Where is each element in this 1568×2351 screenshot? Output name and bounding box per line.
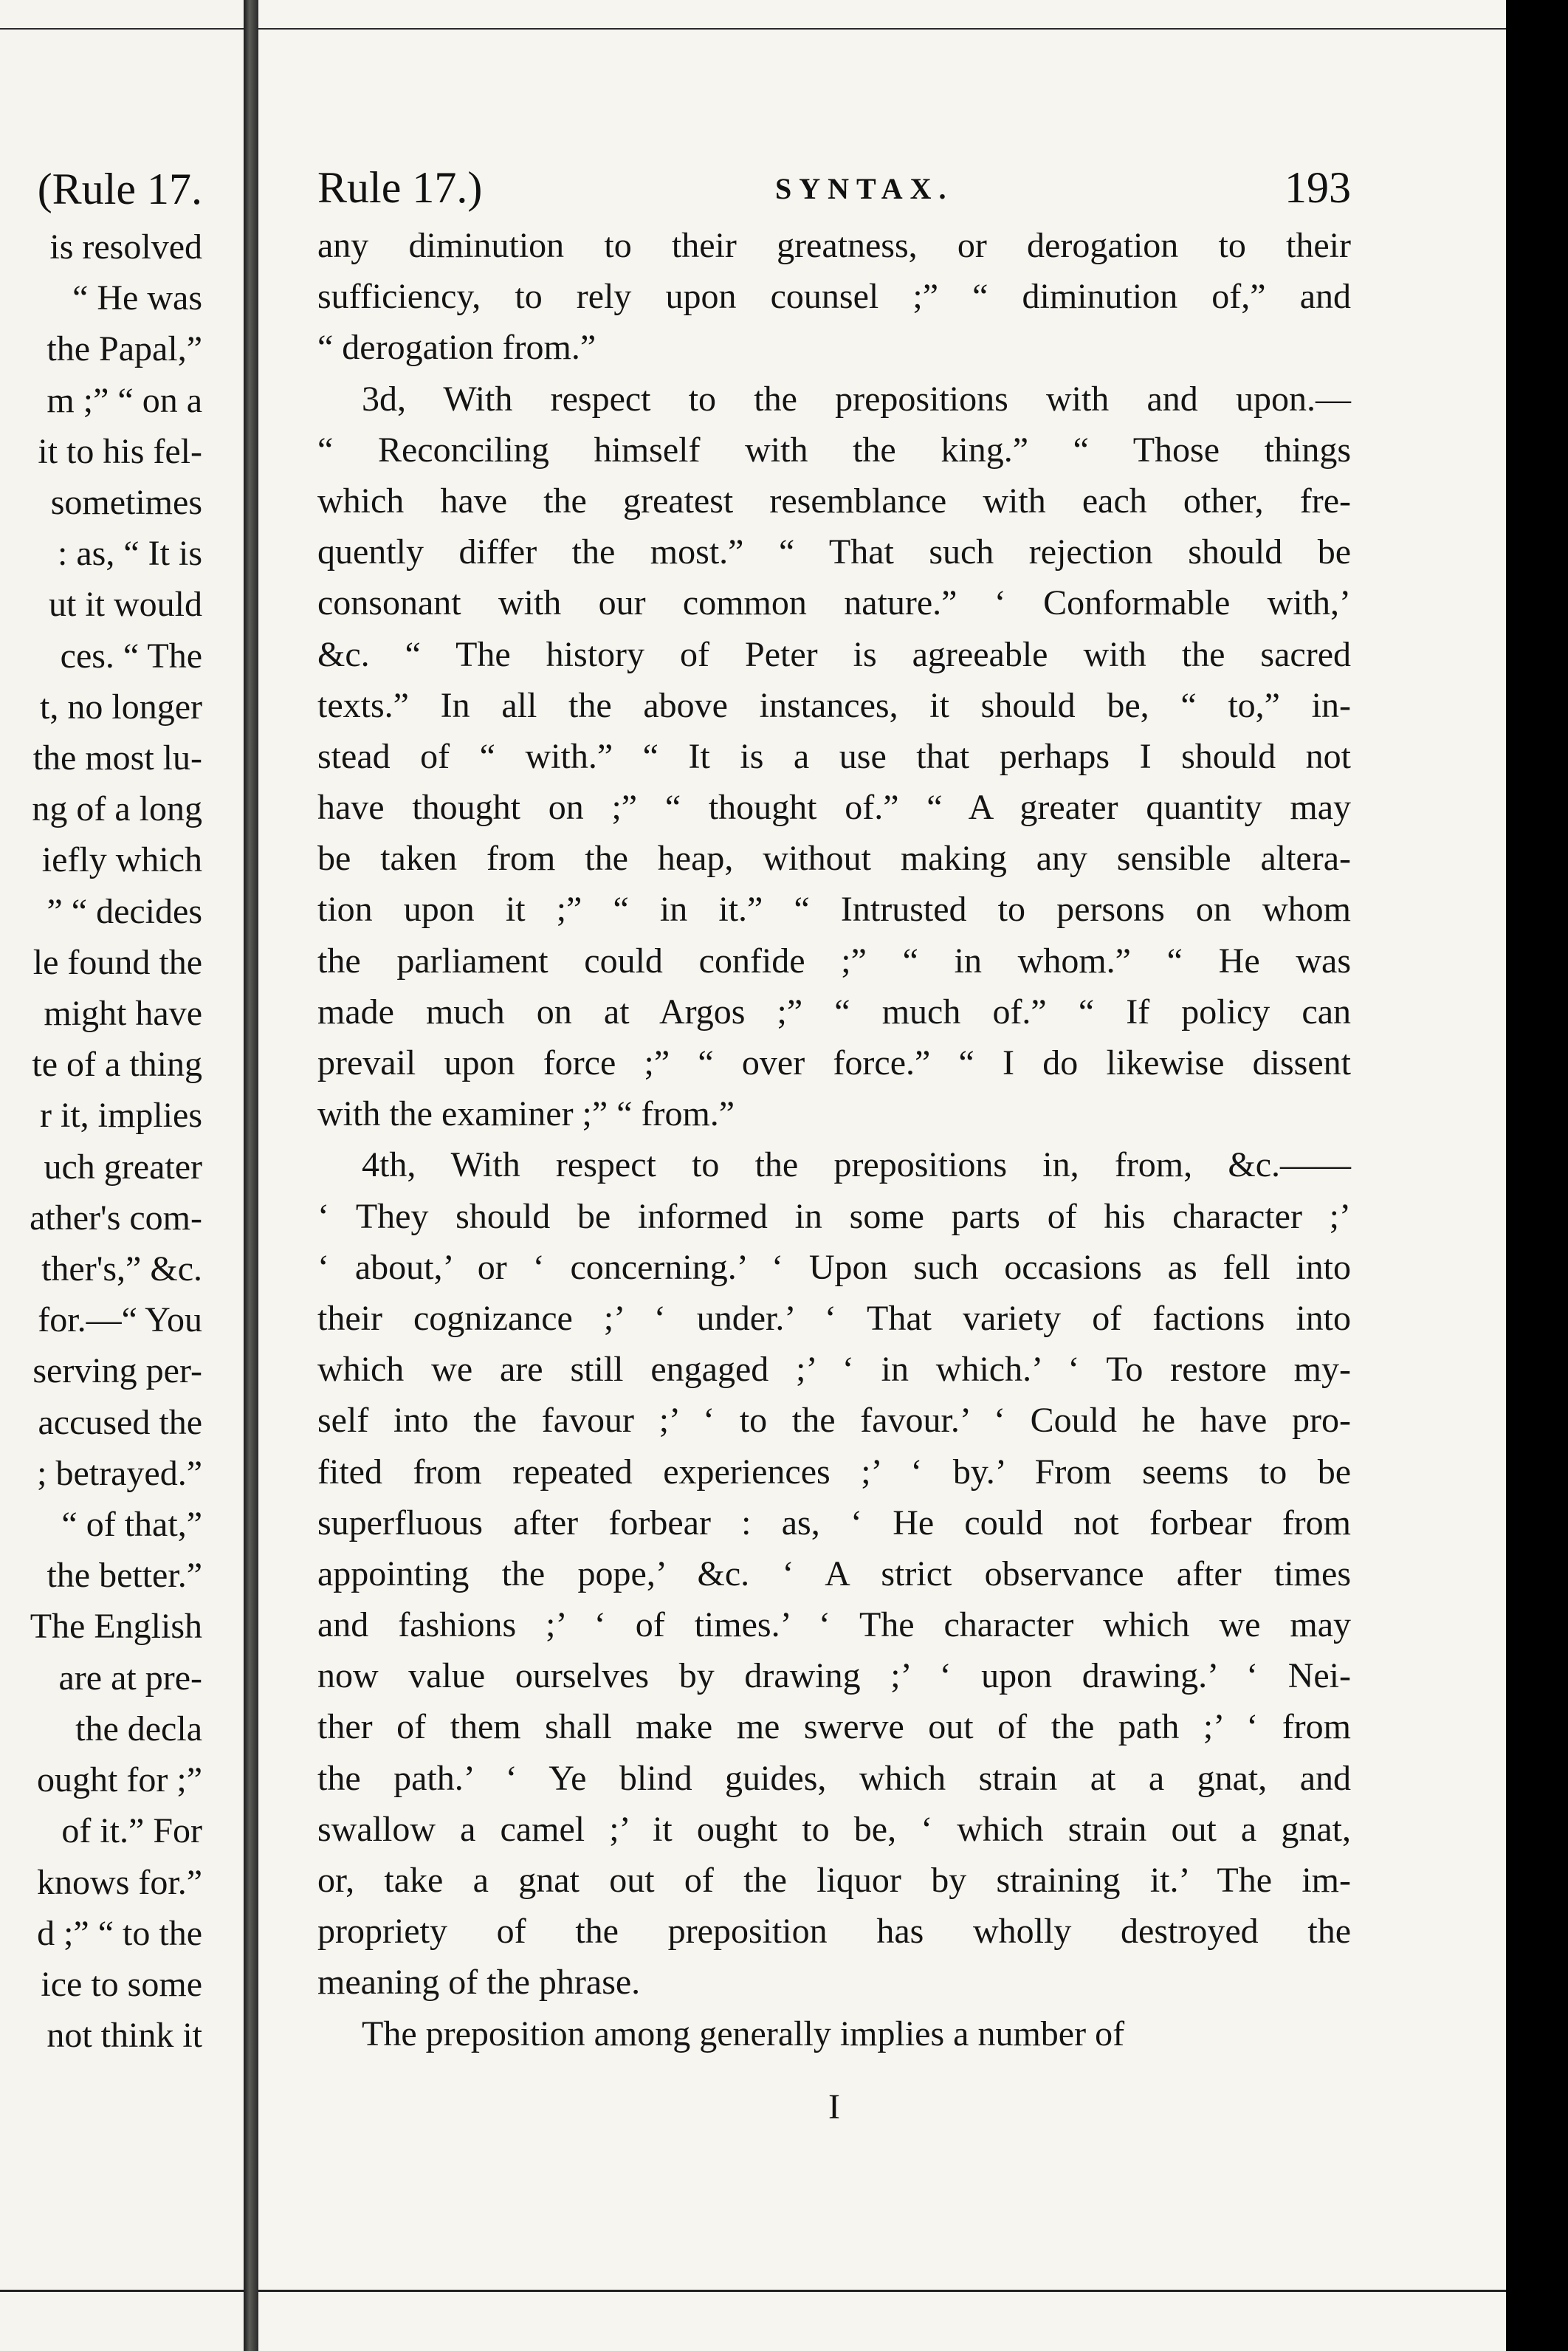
text-line: prevail upon force ;” “ over force.” “ I do likewise dissent bbox=[317, 1043, 1351, 1082]
left-text-line: for.—“ You bbox=[38, 1300, 202, 1340]
text-line: made much on at Argos ;” “ much of.” “ If policy can bbox=[317, 992, 1351, 1032]
left-text-line: it to his fel- bbox=[38, 431, 202, 471]
left-text-line: ought for ;” bbox=[37, 1760, 202, 1800]
left-text-line: the Papal,” bbox=[47, 329, 202, 369]
text-line: 4th, With respect to the prepositions in, from, &c.—— bbox=[362, 1145, 1351, 1185]
left-text-line: : as, “ It is bbox=[58, 534, 202, 574]
left-text-line: sometimes bbox=[50, 483, 202, 523]
left-page-text bbox=[0, 222, 202, 2061]
text-line: ‘ about,’ or ‘ concerning.’ ‘ Upon such occasions as fell into bbox=[317, 1247, 1351, 1287]
right-page bbox=[258, 0, 1506, 2351]
left-text-line: might have bbox=[44, 994, 202, 1034]
body-text bbox=[317, 220, 1351, 2059]
left-text-line: is resolved bbox=[49, 227, 202, 267]
text-line: propriety of the preposition has wholly destroyed the bbox=[317, 1912, 1351, 1952]
text-line: and fashions ;’ ‘ of times.’ ‘ The character which we may bbox=[317, 1605, 1351, 1645]
text-line: the path.’ ‘ Ye blind guides, which strain at a gnat, and bbox=[317, 1758, 1351, 1798]
text-line: self into the favour ;’ ‘ to the favour.’ ‘ Could he have pro- bbox=[317, 1401, 1351, 1441]
left-text-line: ” “ decides bbox=[47, 891, 202, 931]
left-text-line: ut it would bbox=[48, 585, 202, 625]
left-running-head: (Rule 17. bbox=[37, 165, 202, 213]
left-text-line: le found the bbox=[32, 942, 202, 982]
left-text-line: uch greater bbox=[44, 1147, 202, 1187]
text-line: &c. “ The history of Peter is agreeable with the sacred bbox=[317, 634, 1351, 674]
text-line: fited from repeated experiences ;’ ‘ by.’ From seems to be bbox=[317, 1452, 1351, 1492]
left-text-line: r it, implies bbox=[40, 1096, 202, 1136]
left-text-line: iefly which bbox=[41, 840, 202, 880]
top-rule bbox=[258, 28, 1506, 30]
left-text-line: are at pre- bbox=[58, 1658, 202, 1698]
text-line: now value ourselves by drawing ;’ ‘ upon drawing.’ ‘ Nei- bbox=[317, 1656, 1351, 1696]
left-text-line: knows for.” bbox=[37, 1862, 202, 1902]
left-text-line: The English bbox=[30, 1607, 202, 1647]
text-line: sufficiency, to rely upon counsel ;” “ diminution of,” and bbox=[317, 277, 1351, 317]
left-text-line: ather's com- bbox=[30, 1198, 202, 1238]
scan-border bbox=[1506, 0, 1568, 2351]
text-line: be taken from the heap, without making any sensible altera- bbox=[317, 839, 1351, 879]
running-head bbox=[317, 162, 1351, 214]
text-line: ther of them shall make me swerve out of the path ;’ ‘ from bbox=[317, 1707, 1351, 1747]
text-line: “ derogation from.” bbox=[317, 328, 596, 368]
left-text-line: the decla bbox=[75, 1709, 202, 1748]
text-line: meaning of the phrase. bbox=[317, 1963, 641, 2002]
page-number: 193 bbox=[1285, 163, 1351, 212]
section-title: SYNTAX. bbox=[775, 172, 954, 205]
text-line: texts.” In all the above instances, it should be, “ to,” in- bbox=[317, 685, 1351, 725]
text-line: quently differ the most.” “ That such rejection should be bbox=[317, 532, 1351, 572]
bottom-rule bbox=[0, 2290, 244, 2292]
text-line: superfluous after forbear : as, ‘ He could not forbear from bbox=[317, 1503, 1351, 1542]
left-text-line: ther's,” &c. bbox=[41, 1249, 202, 1289]
left-text-line: “ of that,” bbox=[61, 1505, 202, 1545]
rule-reference: Rule 17.) bbox=[317, 163, 483, 212]
text-line: with the examiner ;” “ from.” bbox=[317, 1094, 735, 1134]
left-text-line: not think it bbox=[47, 2016, 202, 2056]
left-text-line: of it.” For bbox=[61, 1811, 202, 1851]
left-text-line: ; betrayed.” bbox=[37, 1453, 202, 1493]
text-line: their cognizance ;’ ‘ under.’ ‘ That variety of factions into bbox=[317, 1298, 1351, 1338]
left-text-line: “ He was bbox=[72, 278, 202, 318]
text-line: “ Reconciling himself with the king.” “ Those things bbox=[317, 430, 1351, 470]
text-line: any diminution to their greatness, or derogation to their bbox=[317, 226, 1351, 265]
left-text-line: d ;” “ to the bbox=[37, 1913, 202, 1953]
left-text-line: ice to some bbox=[41, 1964, 202, 2004]
text-line: or, take a gnat out of the liquor by straining it.’ The im- bbox=[317, 1861, 1351, 1900]
text-line: tion upon it ;” “ in it.” “ Intrusted to persons on whom bbox=[317, 890, 1351, 930]
left-text-line: serving per- bbox=[32, 1351, 202, 1391]
text-line: swallow a camel ;’ it ought to be, ‘ which strain out a gnat, bbox=[317, 1809, 1351, 1849]
text-line: have thought on ;” “ thought of.” “ A greater quantity may bbox=[317, 788, 1351, 828]
left-text-line: the better.” bbox=[47, 1556, 202, 1596]
text-line: which have the greatest resemblance with each other, fre- bbox=[317, 481, 1351, 521]
text-line: 3d, With respect to the prepositions with and upon.— bbox=[362, 379, 1351, 419]
signature-mark: I bbox=[828, 2087, 840, 2127]
text-line: The preposition among generally implies a number of bbox=[362, 2014, 1125, 2053]
text-line: stead of “ with.” “ It is a use that perhaps I should not bbox=[317, 736, 1351, 776]
bottom-rule bbox=[258, 2290, 1506, 2292]
text-line: which we are still engaged ;’ ‘ in which.’ ‘ To restore my- bbox=[317, 1350, 1351, 1390]
left-text-line: t, no longer bbox=[40, 687, 202, 727]
left-text-line: ces. “ The bbox=[60, 636, 202, 676]
text-line: consonant with our common nature.” ‘ Conformable with,’ bbox=[317, 583, 1351, 623]
text-line: the parliament could confide ;” “ in whom.” “ He was bbox=[317, 941, 1351, 981]
book-gutter bbox=[244, 0, 258, 2351]
left-text-line: m ;” “ on a bbox=[47, 380, 202, 420]
left-text-line: te of a thing bbox=[32, 1045, 202, 1085]
left-text-line: the most lu- bbox=[32, 738, 202, 778]
top-rule bbox=[0, 28, 244, 30]
text-line: ‘ They should be informed in some parts of his character ;’ bbox=[317, 1196, 1351, 1236]
left-page bbox=[0, 0, 244, 2351]
text-line: appointing the pope,’ &c. ‘ A strict observance after times bbox=[317, 1554, 1351, 1593]
left-text-line: ng of a long bbox=[32, 789, 202, 829]
left-text-line: accused the bbox=[38, 1402, 202, 1442]
